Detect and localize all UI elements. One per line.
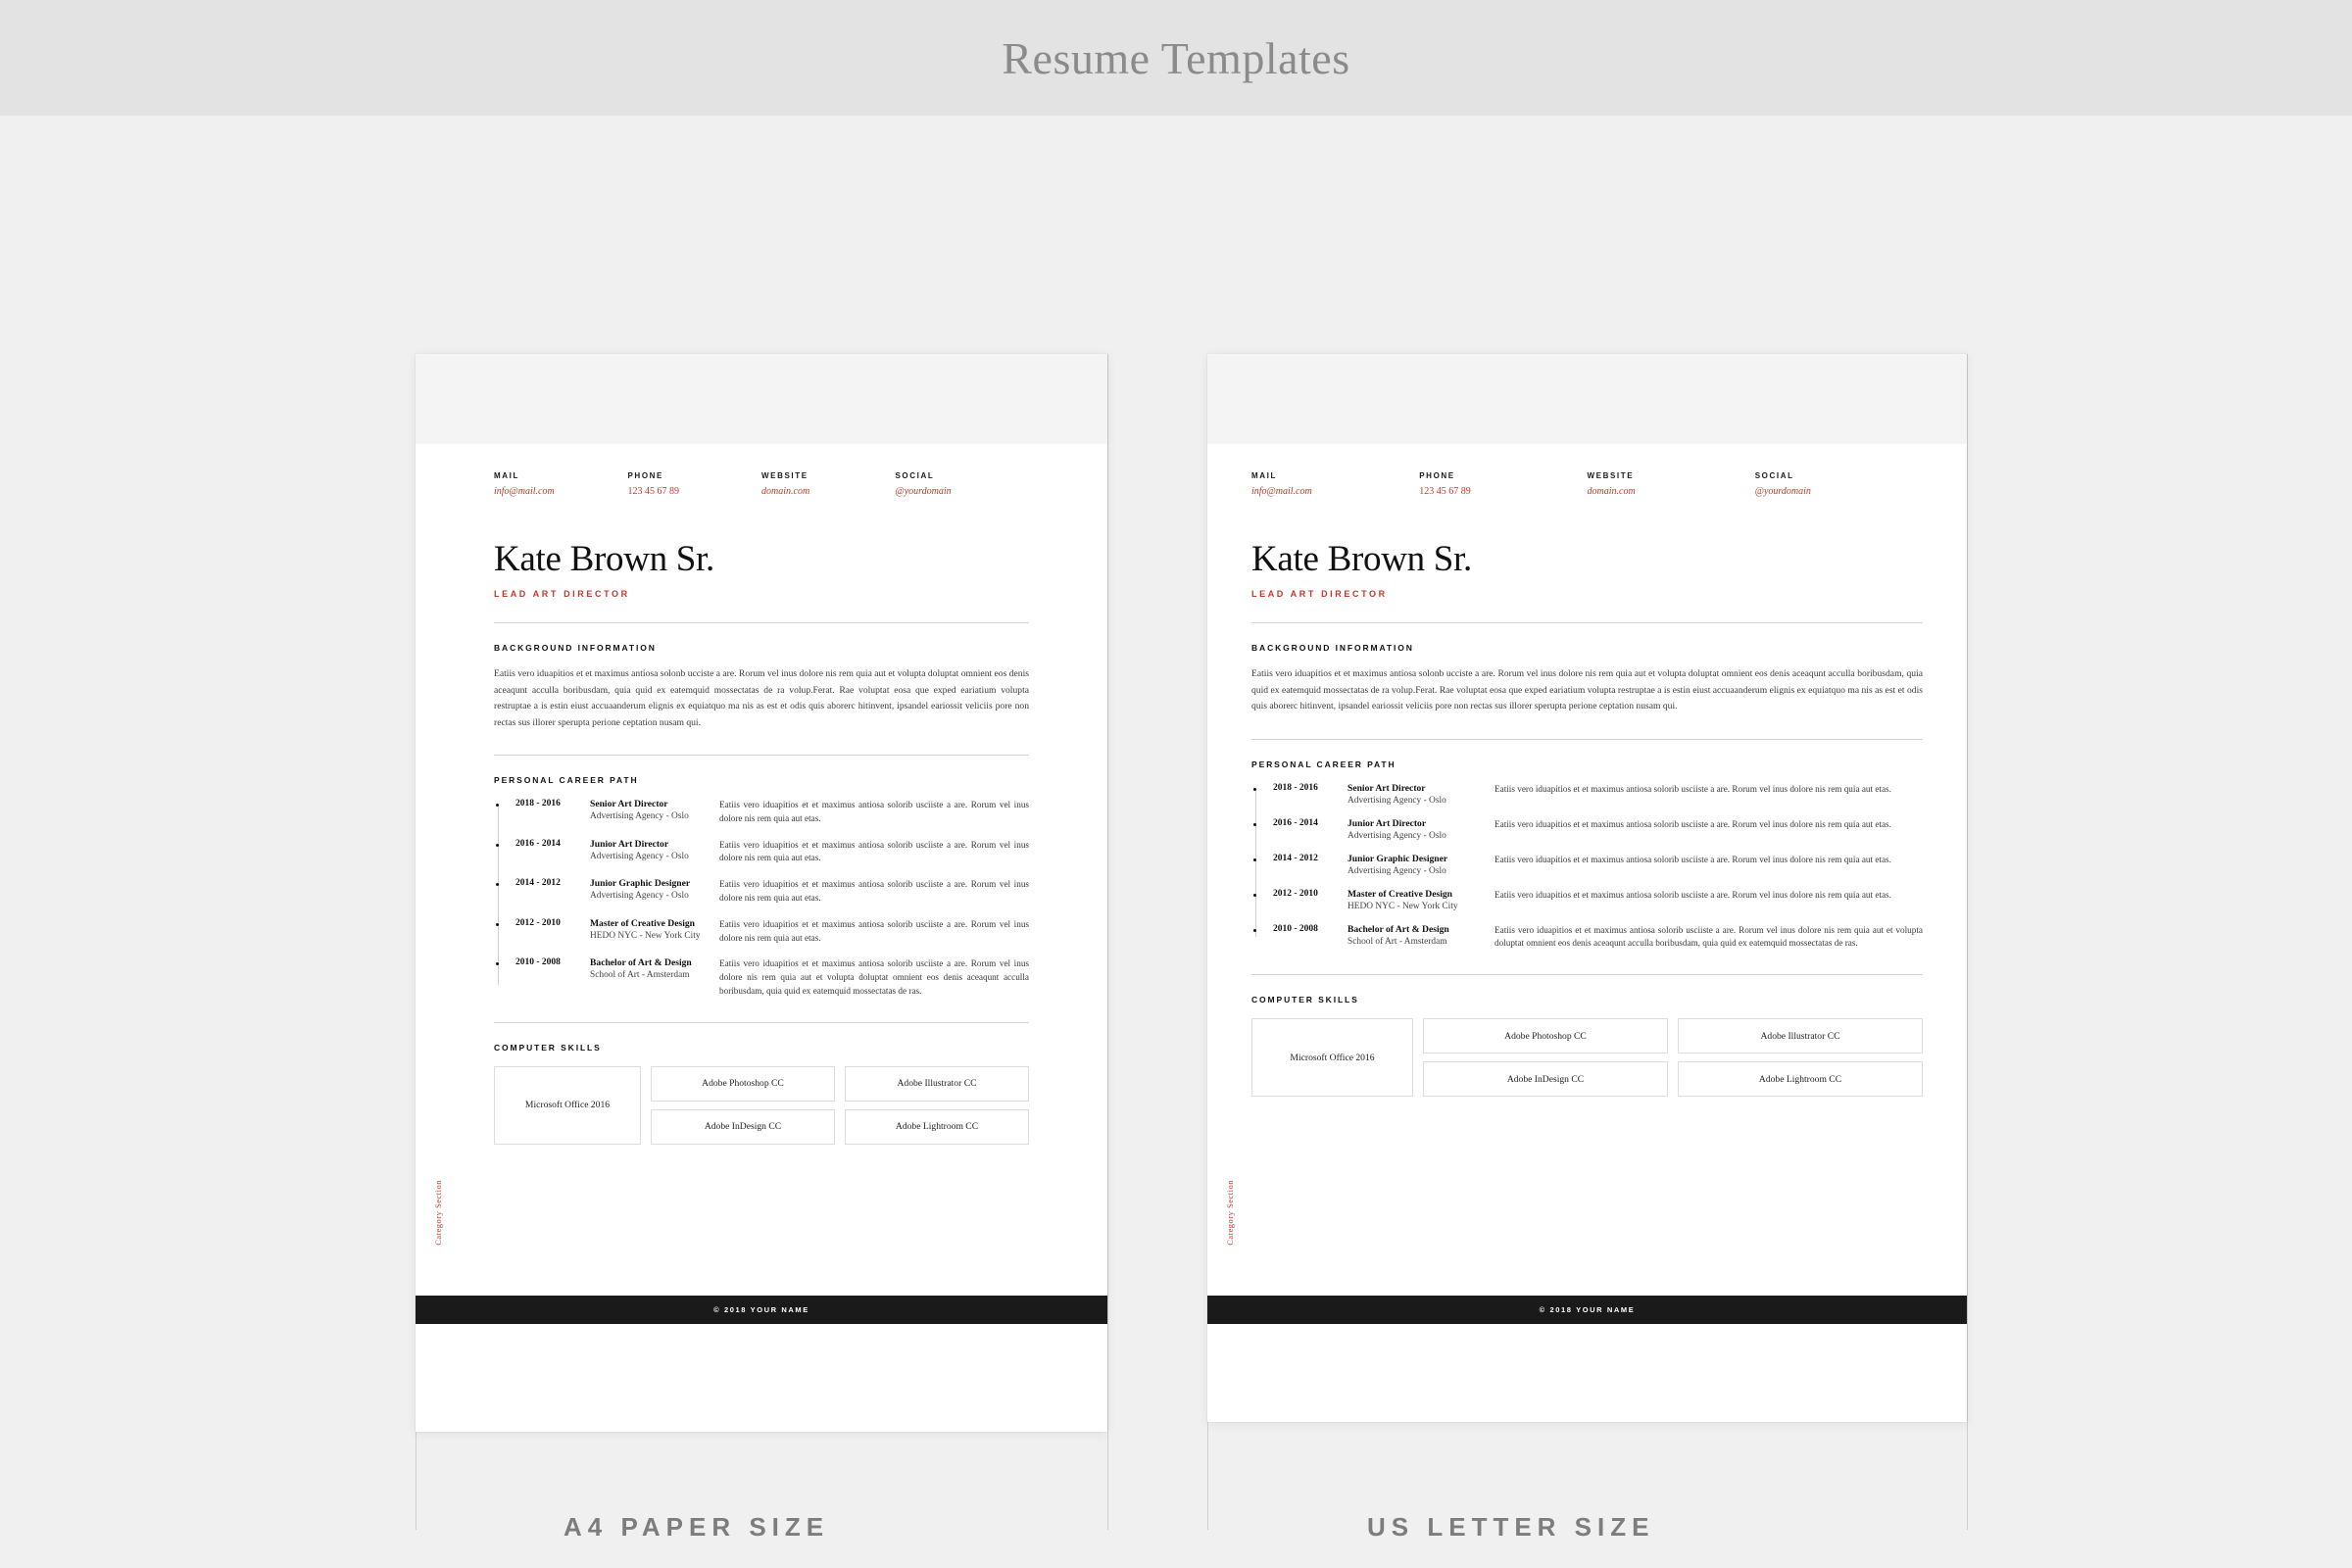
timeline-subtitle: Advertising Agency - Oslo [590,851,689,861]
contact-label-phone: PHONE [1419,471,1455,480]
timeline-axis [1255,791,1256,938]
divider [1251,739,1923,740]
timeline-subtitle: Advertising Agency - Oslo [1348,830,1446,841]
career-timeline [494,799,1029,999]
skill-item: Adobe Illustrator CC [845,1066,1029,1102]
contact-value-social[interactable]: @yourdomain [1754,486,1811,497]
timeline-item [1273,924,1923,952]
timeline-date: 2012 - 2010 [1273,888,1318,899]
timeline-date: 2018 - 2016 [1273,782,1318,793]
timeline-description: Eatiis vero iduapitios et et maximus antiosa solorib usciiste a are. Rorum vel inus dolore nis rem quia aut et volupta doluptat omnient eos denis aceaqunt acculla boribusdam, quia quid ex eatemquid mossectatas de ras. [719,958,1029,996]
skill-primary: Microsoft Office 2016 [494,1066,641,1145]
timeline-description: Eatiis vero iduapitios et et maximus antiosa solorib usciiste a are. Rorum vel inus dolore nis rem quia aut etas. [719,839,1029,863]
timeline-dot-icon [496,844,499,847]
timeline-description: Eatiis vero iduapitios et et maximus antiosa solorib usciiste a are. Rorum vel inus dolore nis rem quia aut etas. [1494,783,1891,794]
page-header [0,0,2352,116]
timeline-description: Eatiis vero iduapitios et et maximus antiosa solorib usciiste a are. Rorum vel inus dolore nis rem quia aut etas. [1494,889,1891,900]
contact-item-phone [628,471,762,497]
caption-us-letter: US LETTER SIZE [1367,1512,1655,1542]
contact-label-social: SOCIAL [1754,471,1794,480]
timeline-date: 2010 - 2008 [515,957,561,968]
contact-label-mail: MAIL [494,471,519,480]
category-section-label: Category Section [433,1180,443,1246]
timeline-date: 2010 - 2008 [1273,923,1318,934]
skill-item: Adobe Photoshop CC [651,1066,835,1102]
contact-item-mail [1251,471,1419,497]
timeline-dot-icon [496,923,499,926]
timeline-dot-icon [1253,788,1256,791]
skills-group [494,1066,1029,1145]
timeline-dot-icon [496,804,499,807]
timeline-description: Eatiis vero iduapitios et et maximus antiosa solorib usciiste a are. Rorum vel inus dolore nis rem quia aut etas. [1494,854,1891,864]
divider [494,622,1029,623]
timeline-item [1273,818,1923,841]
contact-label-website: WEBSITE [1587,471,1635,480]
timeline-dot-icon [1253,823,1256,826]
timeline-dot-icon [1253,929,1256,932]
contact-row [1251,444,1923,497]
skill-item: Adobe InDesign CC [1423,1061,1668,1097]
timeline-title: Junior Graphic Designer [1348,853,1448,864]
timeline-subtitle: Advertising Agency - Oslo [1348,795,1446,806]
timeline-description: Eatiis vero iduapitios et et maximus antiosa solorib usciiste a are. Rorum vel inus dolore nis rem quia aut etas. [1494,818,1891,829]
skill-item: Adobe Lightroom CC [1678,1061,1923,1097]
category-section-label: Category Section [1225,1180,1235,1246]
timeline-date: 2014 - 2012 [1273,853,1318,863]
contact-label-mail: MAIL [1251,471,1277,480]
timeline-item [515,918,1029,946]
candidate-role: LEAD ART DIRECTOR [1251,589,1388,599]
candidate-role: LEAD ART DIRECTOR [494,589,630,599]
divider [494,755,1029,756]
timeline-title: Junior Art Director [590,838,669,850]
timeline-title: Junior Art Director [1348,817,1427,829]
skill-item: Adobe Lightroom CC [845,1109,1029,1145]
timeline-subtitle: Advertising Agency - Oslo [590,811,689,821]
timeline-item [515,878,1029,906]
timeline-description: Eatiis vero iduapitios et et maximus antiosa solorib usciiste a are. Rorum vel inus dolore nis rem quia aut etas. [719,918,1029,943]
timeline-item [515,839,1029,866]
timeline-subtitle: School of Art - Amsterdam [1348,936,1447,947]
divider [494,1022,1029,1023]
timeline-title: Senior Art Director [1348,782,1426,794]
timeline-title: Bachelor of Art & Design [1348,923,1449,935]
section-title-career: PERSONAL CAREER PATH [1251,759,1396,769]
resume-preview-us-letter[interactable] [1207,354,1967,1422]
contact-item-website [761,471,896,497]
resume-preview-a4[interactable] [416,354,1107,1432]
caption-a4: A4 PAPER SIZE [564,1512,830,1542]
candidate-name: Kate Brown Sr. [1251,539,1472,579]
contact-value-website[interactable]: domain.com [761,486,810,497]
contact-label-social: SOCIAL [895,471,935,480]
skills-group [1251,1018,1923,1097]
timeline-axis [498,807,499,985]
timeline-item [1273,783,1923,806]
timeline-title: Senior Art Director [590,799,668,809]
section-title-background: BACKGROUND INFORMATION [494,643,657,653]
document-top-band [1207,354,1967,444]
document-footer: © 2018 YOUR NAME [416,1296,1107,1324]
contact-item-website [1588,471,1755,497]
mockup-stage [0,116,2352,1568]
section-title-skills: COMPUTER SKILLS [494,1042,602,1053]
timeline-date: 2014 - 2012 [515,878,561,889]
guide-line-right-us [1967,354,1968,1530]
timeline-title: Junior Graphic Designer [590,878,691,890]
timeline-description: Eatiis vero iduapitios et et maximus antiosa solorib usciiste a are. Rorum vel inus dolore nis rem quia aut et volupta doluptat omnient eos denis aceaqunt acculla boribusdam, quia quid ex eatemquid mossectatas de ras. [1494,924,1923,949]
skill-item: Adobe Photoshop CC [1423,1018,1668,1054]
document-top-band [416,354,1107,444]
timeline-description: Eatiis vero iduapitios et et maximus antiosa solorib usciiste a are. Rorum vel inus dolore nis rem quia aut etas. [719,879,1029,903]
background-text: Eatiis vero iduapitios et et maximus antiosa solonb ucciste a are. Rorum vel inus dolore nis rem quia aut et volupta doluptat omnient eos denis aceaqunt acculla boribusdam, quia quid ex eatemquid mossectatas de ra volup.Ferat. Rae voluptat eosa que exped eariatium volupta restruptae a is estin eiust accuaanderum elignis ex equiatquo ma nis as est et odis quis aborerc hitinvent, ipsandel eariossit veliciis pore non rectas sus illorer sperupta perione ceptation nusam qui. [1251,668,1923,711]
timeline-item [1273,854,1923,876]
contact-value-mail[interactable]: info@mail.com [1251,486,1312,497]
timeline-subtitle: HEDO NYC - New York City [1348,901,1458,911]
timeline-dot-icon [1253,858,1256,861]
skill-item: Adobe Illustrator CC [1678,1018,1923,1054]
contact-value-website[interactable]: domain.com [1587,486,1636,497]
timeline-title: Master of Creative Design [590,917,696,929]
contact-value-mail[interactable]: info@mail.com [494,486,555,497]
section-title-career: PERSONAL CAREER PATH [494,775,639,785]
timeline-subtitle: Advertising Agency - Oslo [590,891,689,902]
background-text: Eatiis vero iduapitios et et maximus antiosa solonb ucciste a are. Rorum vel inus dolore nis rem quia aut et volupta doluptat omnient eos denis aceaqunt acculla boribusdam, quia quid ex eatemquid mossectatas de ra volup.Ferat. Rae voluptat eosa que exped eariatium volupta restruptae a is estin eiust accuaanderum elignis ex equiatquo ma nis as est et odis quis aborerc hitinvent, ipsandel eariossit veliciis pore non rectas sus illorer sperupta perione ceptation nusam qui. [494,668,1029,728]
document-footer: © 2018 YOUR NAME [1207,1296,1967,1324]
contact-item-mail [494,471,628,497]
skill-item: Adobe InDesign CC [651,1109,835,1145]
contact-value-phone[interactable]: 123 45 67 89 [627,486,679,497]
timeline-description: Eatiis vero iduapitios et et maximus antiosa solorib usciiste a are. Rorum vel inus dolore nis rem quia aut etas. [719,800,1029,823]
timeline-title: Master of Creative Design [1348,888,1453,900]
section-title-background: BACKGROUND INFORMATION [1251,643,1414,653]
timeline-subtitle: Advertising Agency - Oslo [1348,865,1446,876]
divider [1251,974,1923,975]
timeline-subtitle: School of Art - Amsterdam [590,970,690,981]
contact-item-social [896,471,1030,497]
page-title: Resume Templates [1002,32,1350,83]
contact-row [494,444,1029,497]
section-title-skills: COMPUTER SKILLS [1251,995,1359,1005]
timeline-date: 2016 - 2014 [1273,817,1318,828]
candidate-name: Kate Brown Sr. [494,539,714,579]
timeline-date: 2012 - 2010 [515,917,561,928]
career-timeline [1251,783,1923,952]
divider [1251,622,1923,623]
timeline-item [515,957,1029,998]
contact-item-phone [1419,471,1587,497]
contact-value-social[interactable]: @yourdomain [895,486,952,497]
guide-line-right-a4 [1107,354,1108,1530]
timeline-dot-icon [1253,894,1256,897]
contact-item-social [1755,471,1923,497]
timeline-item [1273,889,1923,911]
contact-label-website: WEBSITE [761,471,808,480]
skill-primary: Microsoft Office 2016 [1251,1018,1413,1097]
timeline-date: 2018 - 2016 [515,799,561,808]
timeline-subtitle: HEDO NYC - New York City [590,930,701,941]
contact-label-phone: PHONE [627,471,663,480]
contact-value-phone[interactable]: 123 45 67 89 [1419,486,1471,497]
timeline-date: 2016 - 2014 [515,838,561,849]
timeline-title: Bachelor of Art & Design [590,957,692,969]
timeline-item [515,799,1029,826]
